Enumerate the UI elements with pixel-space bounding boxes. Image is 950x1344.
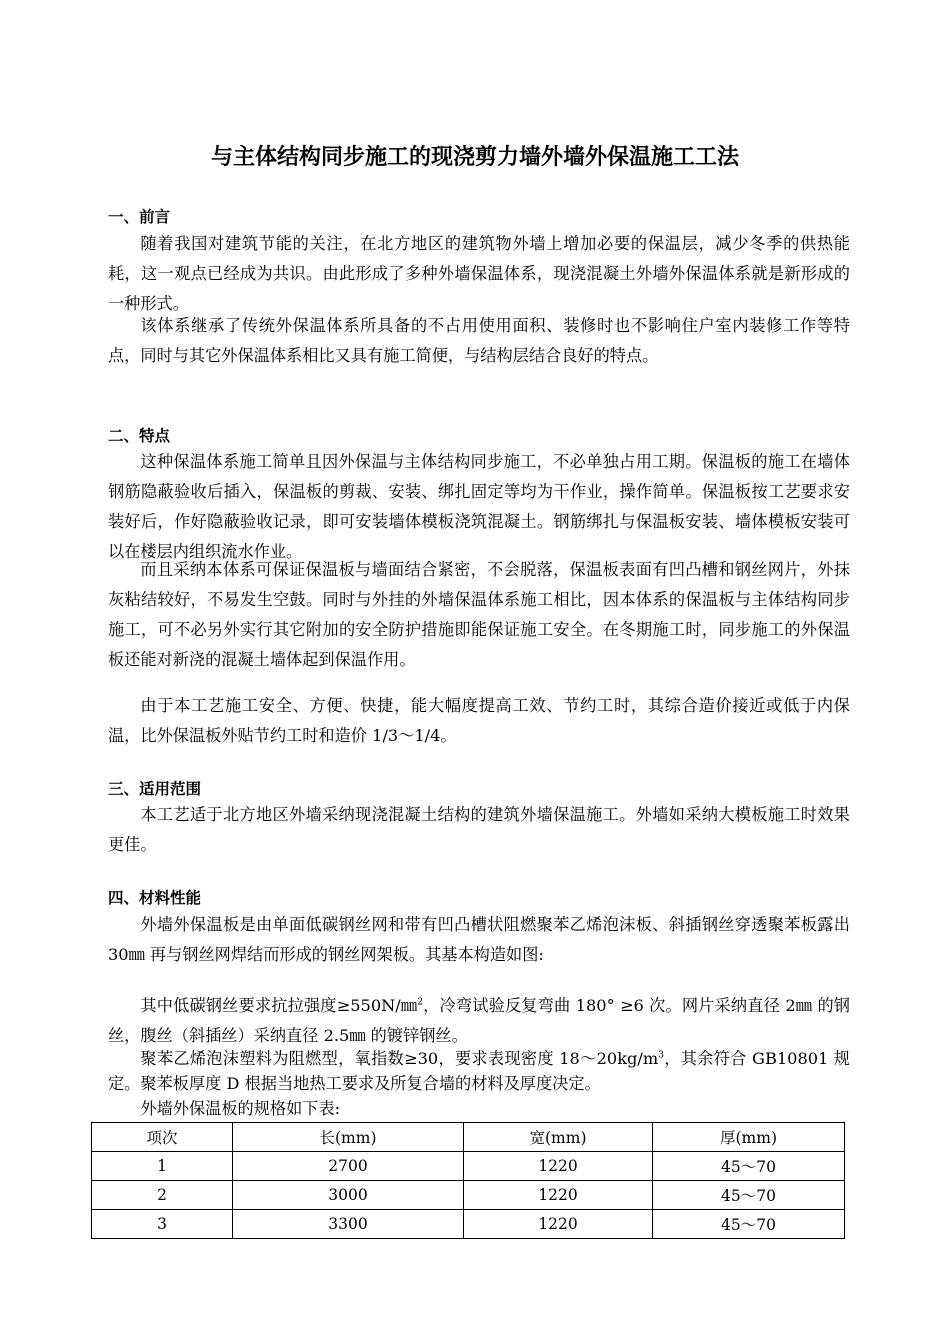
table-cell: 2700	[233, 1152, 464, 1181]
spec-table	[91, 1122, 845, 1239]
table-header-row	[92, 1123, 845, 1152]
table-cell: 1220	[464, 1152, 653, 1181]
polystyrene-paragraph	[108, 1046, 850, 1096]
features-paragraph-1: 这种保温体系施工简单且因外保温与主体结构同步施工，不必单独占用工期。保温板的施工在墙体钢筋隐蔽验收后插入，保温板的剪裁、安装、绑扎固定等均为干作业，操作简单。保温板按工艺要求安装好后，作好隐蔽验收记录，即可安装墙体模板浇筑混凝土。钢筋绑扎与保温板安装、墙体模板安装可以在楼层内组织流水作业。	[108, 452, 850, 561]
table-cell: 3	[92, 1210, 233, 1239]
table-cell: 45～70	[653, 1210, 845, 1239]
steel-wire-paragraph	[108, 991, 850, 1051]
table-cell: 1220	[464, 1210, 653, 1239]
features-paragraph-2: 而且采纳本体系可保证保温板与墙面结合紧密，不会脱落，保温板表面有凹凸槽和钢丝网片，外抹灰粘结较好，不易发生空鼓。同时与外挂的外墙保温体系施工相比，因本体系的保温板与主体结构同步施工，可不必另外实行其它附加的安全防护措施即能保证施工安全。在冬期施工时，同步施工的外保温板还能对新浇的混凝土墙体起到保温作用。	[108, 560, 850, 669]
section-heading-scope: 三、适用范围	[108, 780, 202, 798]
table-cell: 3300	[233, 1210, 464, 1239]
spec-table-caption: 外墙外保温板的规格如下表:	[140, 1099, 341, 1118]
steel-wire-sup: 2	[417, 997, 423, 1008]
table-header-cell: 宽(mm)	[464, 1123, 653, 1152]
scope-paragraph: 本工艺适于北方地区外墙采纳现浇混凝土结构的建筑外墙保温施工。外墙如采纳大模板施工时效果更佳。	[108, 805, 850, 854]
section-heading-materials: 四、材料性能	[108, 889, 202, 907]
table-cell: 1220	[464, 1181, 653, 1210]
materials-paragraph-1: 外墙外保温板是由单面低碳钢丝网和带有凹凸槽状阻燃聚苯乙烯泡沫板、斜插钢丝穿透聚苯板露出 30㎜ 再与钢丝网焊结而形成的钢丝网架板。其基本构造如图:	[108, 915, 850, 964]
steel-wire-text-b: ，冷弯试验反复弯曲 180° ≥6 次。网片采纳直径 2㎜ 的钢丝，腹丝（斜插丝）采纳直径 2.5㎜ 的镀锌钢丝。	[108, 996, 850, 1045]
table-header-cell: 厚(mm)	[653, 1123, 845, 1152]
table-header-cell: 项次	[92, 1123, 233, 1152]
polystyrene-text-b: ，其余符合 GB10801 规定。聚苯板厚度 D 根据当地热工要求及所复合墙的材料及厚度决定。	[108, 1049, 850, 1093]
table-row	[92, 1152, 845, 1181]
table-cell: 1	[92, 1152, 233, 1181]
features-paragraph-3: 由于本工艺施工安全、方便、快捷，能大幅度提高工效、节约工时，其综合造价接近或低于内保温，比外保温板外贴节约工时和造价 1/3～1/4。	[108, 696, 850, 745]
table-cell: 3000	[233, 1181, 464, 1210]
table-cell: 2	[92, 1181, 233, 1210]
polystyrene-sup: 3	[658, 1050, 664, 1061]
table-cell: 45～70	[653, 1152, 845, 1181]
document-title: 与主体结构同步施工的现浇剪力墙外墙外保温施工工法	[210, 145, 739, 170]
table-row	[92, 1181, 845, 1210]
steel-wire-text-a: 其中低碳钢丝要求抗拉强度≥550N/㎜	[140, 996, 418, 1015]
table-header-cell: 长(mm)	[233, 1123, 464, 1152]
section-heading-features: 二、特点	[108, 427, 171, 445]
table-row	[92, 1210, 845, 1239]
preface-paragraph-2: 该体系继承了传统外保温体系所具备的不占用使用面积、装修时也不影响住户室内装修工作等特点，同时与其它外保温体系相比又具有施工简便，与结构层结合良好的特点。	[108, 316, 850, 365]
preface-paragraph-1: 随着我国对建筑节能的关注，在北方地区的建筑物外墙上增加必要的保温层，减少冬季的供热能耗，这一观点已经成为共识。由此形成了多种外墙保温体系，现浇混凝土外墙外保温体系就是新形成的一种形式。	[108, 234, 850, 313]
table-cell: 45～70	[653, 1181, 845, 1210]
section-heading-preface: 一、前言	[108, 208, 171, 226]
polystyrene-text-a: 聚苯乙烯泡沫塑料为阻燃型，氧指数≥30，要求表现密度 18～20kg/m	[140, 1049, 659, 1068]
